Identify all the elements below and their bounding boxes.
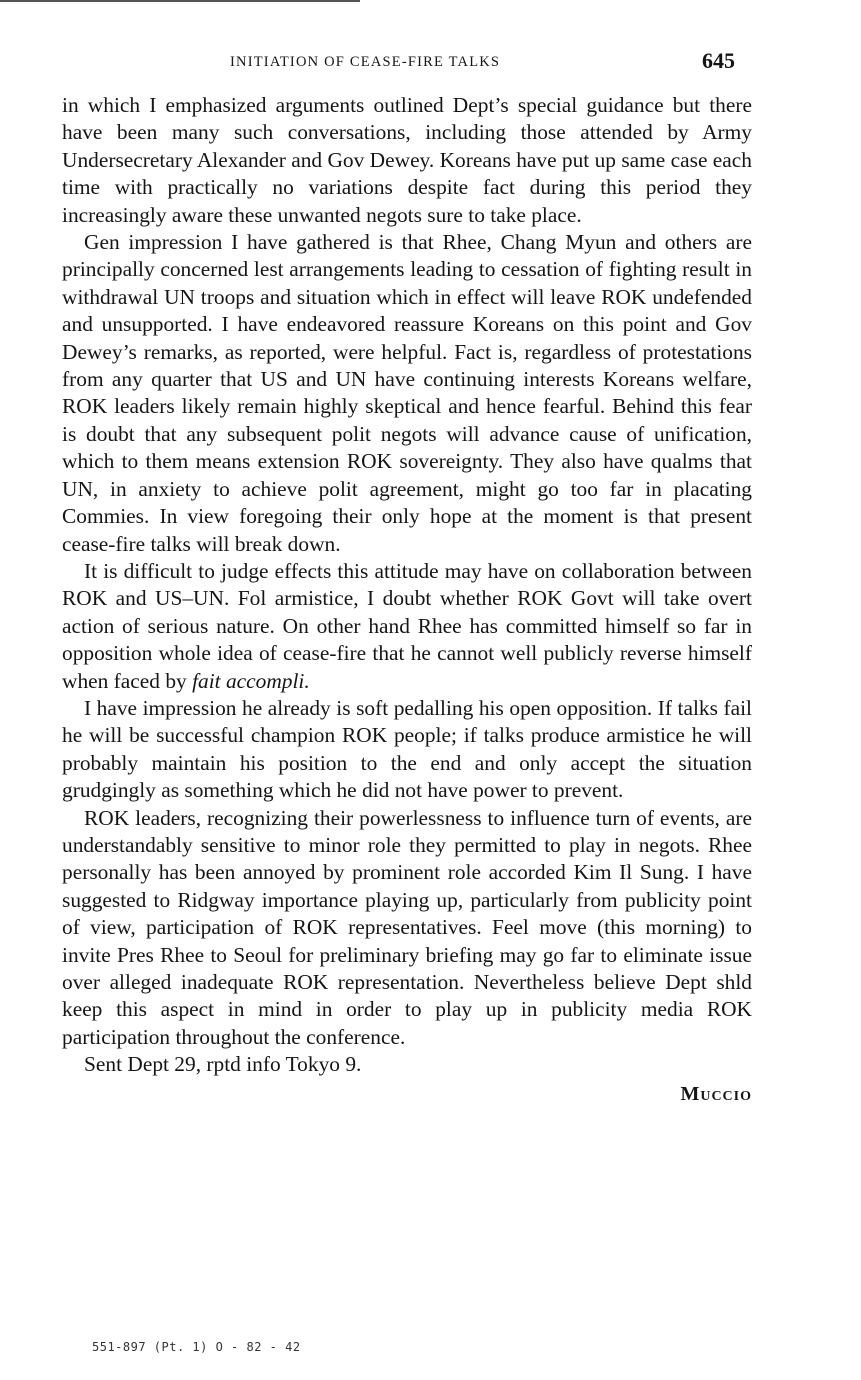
italic-phrase: fait accompli. [192,668,310,693]
running-title: INITIATION OF CEASE-FIRE TALKS [230,54,501,70]
document-body [62,92,752,1108]
top-rule [0,0,360,2]
signature: Muccio [680,1082,752,1105]
print-code: 551-897 (Pt. 1) O - 82 - 42 [92,1340,301,1354]
paragraph: in which I emphasized arguments outlined Dept’s special guidance but there have been many such conversations, including those attended by Army Undersecretary Alexander and Gov Dewey. Koreans have put up same case each time with practically no variations despite fact during this period they increasingly aware these unwanted negots sure to take place. [62,93,752,227]
paragraph-text: It is difficult to judge effects this attitude may have on collaboration between ROK and US–UN. Fol armistice, I doubt whether ROK Govt will take overt action of serious nature. On other hand Rhee has committed himself so far in opposition whole idea of cease-fire that he cannot well publicly reverse himself when faced by [62,558,752,693]
running-head [0,48,861,78]
paragraph: ROK leaders, recognizing their powerlessness to influence turn of events, are understandably sensitive to minor role they permitted to play in negots. Rhee personally has been annoyed by prominent role accorded Kim Il Sung. I have suggested to Ridgway importance playing up, particularly from publicity point of view, participation of ROK representatives. Feel move (this morning) to invite Pres Rhee to Seoul for preliminary briefing may go far to eliminate issue over alleged inadequate ROK representation. Nevertheless believe Dept shld keep this aspect in mind in order to play up in publicity media ROK participation throughout the conference. [62,805,752,1049]
paragraph [62,558,752,695]
paragraph: Gen impression I have gathered is that Rhee, Chang Myun and others are principally concerned lest arrangements leading to cessation of fighting result in withdrawal UN troops and situation which in effect will leave ROK undefended and unsupported. I have endeavored reassure Koreans on this point and Gov Dewey’s remarks, as reported, were helpful. Fact is, regardless of protestations from any quarter that US and UN have continuing interests Koreans welfare, ROK leaders likely remain highly skeptical and hence fearful. Behind this fear is doubt that any subsequent polit negots will advance cause of unification, which to them means extension ROK sovereignty. They also have qualms that UN, in anxiety to achieve polit agreement, might go too far in placating Commies. In view foregoing their only hope at the moment is that present cease-fire talks will break down. [62,230,752,556]
paragraph: I have impression he already is soft pedalling his open opposition. If talks fail he will be successful champion ROK people; if talks produce armistice he will probably maintain his position to the end and only accept the situation grudgingly as something which he did not have power to prevent. [62,695,752,803]
paragraph: Sent Dept 29, rptd info Tokyo 9. [84,1052,362,1077]
page-number: 645 [702,48,735,73]
